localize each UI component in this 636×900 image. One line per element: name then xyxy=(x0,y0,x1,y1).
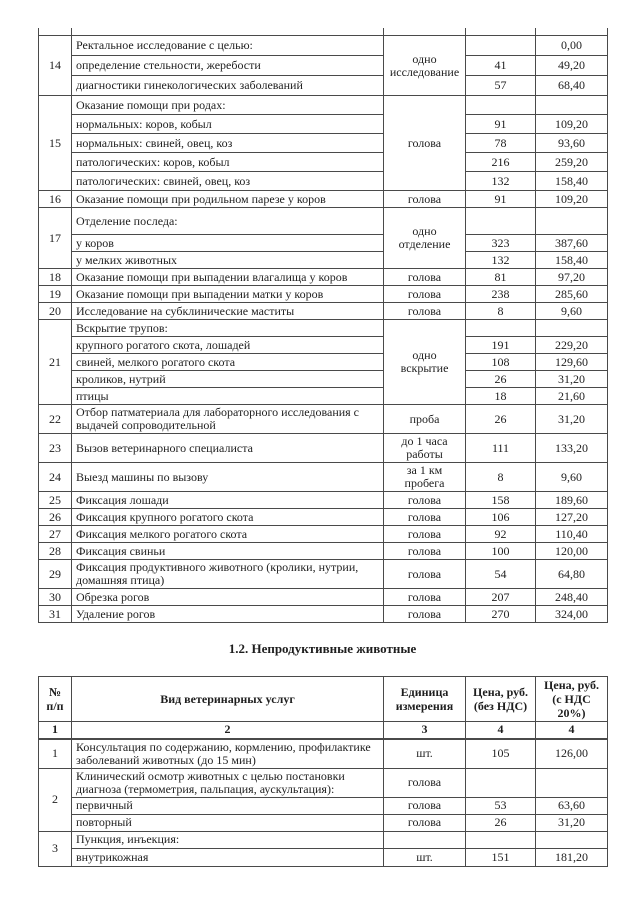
row-number-cell: 1 xyxy=(39,739,72,769)
price-vat-cell: 127,20 xyxy=(536,509,608,526)
table-row xyxy=(39,831,608,848)
border-stub xyxy=(607,28,608,35)
header-price-vat: Цена, руб. (с НДС 20%) xyxy=(536,677,608,722)
unit-cell: голова xyxy=(384,560,466,589)
price-cell: 26 xyxy=(466,371,536,388)
service-cell: Оказание помощи при выпадении влагалища у коров xyxy=(72,269,384,286)
service-cell: свиней, мелкого рогатого скота xyxy=(72,354,384,371)
service-cell: нормальных: свиней, овец, коз xyxy=(72,134,384,153)
row-number-cell: 14 xyxy=(39,36,72,96)
price-cell: 8 xyxy=(466,303,536,320)
table-row xyxy=(39,589,608,606)
table-row xyxy=(39,235,608,252)
border-stub xyxy=(71,28,72,35)
price-vat-cell: 109,20 xyxy=(536,115,608,134)
table-row xyxy=(39,208,608,235)
price-cell: 323 xyxy=(466,235,536,252)
section-heading: 1.2. Непродуктивные животные xyxy=(228,641,417,656)
price-vat-cell: 387,60 xyxy=(536,235,608,252)
price-vat-cell: 181,20 xyxy=(536,848,608,866)
price-cell xyxy=(466,768,536,797)
table-row xyxy=(39,526,608,543)
row-number-cell: 2 xyxy=(39,768,72,831)
price-vat-cell: 248,40 xyxy=(536,589,608,606)
price-vat-cell: 259,20 xyxy=(536,153,608,172)
row-number-cell: 29 xyxy=(39,560,72,589)
service-cell: Вызов ветеринарного специалиста xyxy=(72,434,384,463)
price-vat-cell xyxy=(536,320,608,337)
table-row xyxy=(39,509,608,526)
service-cell: Пункция, инъекция: xyxy=(72,831,384,848)
table-row xyxy=(39,191,608,208)
price-cell: 108 xyxy=(466,354,536,371)
unit-cell: проба xyxy=(384,405,466,434)
service-cell: Оказание помощи при родильном парезе у коров xyxy=(72,191,384,208)
unit-cell: голова xyxy=(384,526,466,543)
table-row xyxy=(39,560,608,589)
service-cell: Удаление рогов xyxy=(72,606,384,623)
unit-cell: голова xyxy=(384,606,466,623)
service-cell: Фиксация крупного рогатого скота xyxy=(72,509,384,526)
price-cell: 78 xyxy=(466,134,536,153)
price-cell: 207 xyxy=(466,589,536,606)
table-row xyxy=(39,492,608,509)
price-vat-cell: 63,60 xyxy=(536,797,608,814)
table-row xyxy=(39,463,608,492)
service-cell: Ректальное исследование с целью: xyxy=(72,36,384,56)
price-vat-cell: 31,20 xyxy=(536,814,608,831)
price-cell: 91 xyxy=(466,115,536,134)
row-number-cell: 15 xyxy=(39,96,72,191)
service-cell: Фиксация свиньи xyxy=(72,543,384,560)
table-row xyxy=(39,320,608,337)
table-row xyxy=(39,606,608,623)
unit-cell: голова xyxy=(384,814,466,831)
row-number-cell: 26 xyxy=(39,509,72,526)
price-cell: 151 xyxy=(466,848,536,866)
row-number-cell: 27 xyxy=(39,526,72,543)
table-row xyxy=(39,96,608,115)
service-cell: Фиксация продуктивного животного (кролики, нутрии, домашняя птица) xyxy=(72,560,384,589)
table-row xyxy=(39,303,608,320)
row-number-cell: 23 xyxy=(39,434,72,463)
price-cell: 26 xyxy=(466,814,536,831)
service-cell: у коров xyxy=(72,235,384,252)
col-number: 4 xyxy=(536,722,608,739)
unit-cell xyxy=(384,831,466,848)
service-cell: Оказание помощи при родах: xyxy=(72,96,384,115)
unit-cell: голова xyxy=(384,589,466,606)
price-vat-cell: 120,00 xyxy=(536,543,608,560)
table-row xyxy=(39,269,608,286)
table-row xyxy=(39,543,608,560)
service-cell: Оказание помощи при выпадении матки у коров xyxy=(72,286,384,303)
unit-cell: голова xyxy=(384,286,466,303)
price-cell: 191 xyxy=(466,337,536,354)
table-continuation-border-stubs xyxy=(38,28,608,35)
row-number-cell: 20 xyxy=(39,303,72,320)
price-cell: 8 xyxy=(466,463,536,492)
col-number: 3 xyxy=(384,722,466,739)
price-vat-cell: 21,60 xyxy=(536,388,608,405)
service-cell: первичный xyxy=(72,797,384,814)
border-stub xyxy=(465,28,466,35)
service-cell: Клинический осмотр животных с целью постановки диагноза (термометрия, пальпация, аускультация): xyxy=(72,768,384,797)
price-vat-cell: 324,00 xyxy=(536,606,608,623)
table-row xyxy=(39,76,608,96)
unit-cell: одно отделение xyxy=(384,208,466,269)
service-cell: нормальных: коров, кобыл xyxy=(72,115,384,134)
price-cell: 238 xyxy=(466,286,536,303)
service-cell: повторный xyxy=(72,814,384,831)
header-num: № п/п xyxy=(39,677,72,722)
service-cell: Фиксация лошади xyxy=(72,492,384,509)
price-cell: 270 xyxy=(466,606,536,623)
table-header-row xyxy=(39,677,608,722)
unit-cell: шт. xyxy=(384,848,466,866)
border-stub xyxy=(535,28,536,35)
service-cell: Фиксация мелкого рогатого скота xyxy=(72,526,384,543)
col-number: 2 xyxy=(72,722,384,739)
unit-cell: голова xyxy=(384,492,466,509)
price-vat-cell: 31,20 xyxy=(536,405,608,434)
table-row xyxy=(39,337,608,354)
price-cell: 105 xyxy=(466,739,536,769)
price-vat-cell: 64,80 xyxy=(536,560,608,589)
price-cell: 132 xyxy=(466,252,536,269)
service-cell: Выезд машины по вызову xyxy=(72,463,384,492)
table-row xyxy=(39,371,608,388)
row-number-cell: 24 xyxy=(39,463,72,492)
service-cell: внутрикожная xyxy=(72,848,384,866)
price-vat-cell: 49,20 xyxy=(536,56,608,76)
price-vat-cell: 133,20 xyxy=(536,434,608,463)
unit-cell: шт. xyxy=(384,739,466,769)
unit-cell: голова xyxy=(384,509,466,526)
row-number-cell: 18 xyxy=(39,269,72,286)
service-cell: Отбор патматериала для лабораторного исследования с выдачей сопроводительной xyxy=(72,405,384,434)
row-number-cell: 30 xyxy=(39,589,72,606)
unit-cell: за 1 км пробега xyxy=(384,463,466,492)
price-cell xyxy=(466,208,536,235)
unit-cell: голова xyxy=(384,269,466,286)
price-cell: 216 xyxy=(466,153,536,172)
table-row xyxy=(39,153,608,172)
price-vat-cell xyxy=(536,768,608,797)
price-cell: 106 xyxy=(466,509,536,526)
price-cell: 57 xyxy=(466,76,536,96)
row-number-cell: 16 xyxy=(39,191,72,208)
col-number: 4 xyxy=(466,722,536,739)
price-cell: 81 xyxy=(466,269,536,286)
unit-cell: одно исследование xyxy=(384,36,466,96)
service-cell: Обрезка рогов xyxy=(72,589,384,606)
table-row xyxy=(39,434,608,463)
service-cell: Исследование на субклинические маститы xyxy=(72,303,384,320)
price-cell: 41 xyxy=(466,56,536,76)
service-cell: Вскрытие трупов: xyxy=(72,320,384,337)
price-cell: 158 xyxy=(466,492,536,509)
productive-animals-price-table xyxy=(38,35,608,623)
price-cell: 132 xyxy=(466,172,536,191)
row-number-cell: 31 xyxy=(39,606,72,623)
header-service: Вид ветеринарных услуг xyxy=(72,677,384,722)
price-cell: 100 xyxy=(466,543,536,560)
table-row xyxy=(39,388,608,405)
table-row xyxy=(39,814,608,831)
price-vat-cell: 68,40 xyxy=(536,76,608,96)
row-number-cell: 3 xyxy=(39,831,72,866)
price-cell: 18 xyxy=(466,388,536,405)
header-unit: Единица измерения xyxy=(384,677,466,722)
service-cell: диагностики гинекологических заболеваний xyxy=(72,76,384,96)
unit-cell: голова xyxy=(384,797,466,814)
unit-cell: до 1 часа работы xyxy=(384,434,466,463)
price-vat-cell: 93,60 xyxy=(536,134,608,153)
service-cell: определение стельности, жеребости xyxy=(72,56,384,76)
price-vat-cell: 129,60 xyxy=(536,354,608,371)
row-number-cell: 19 xyxy=(39,286,72,303)
service-cell: птицы xyxy=(72,388,384,405)
price-vat-cell: 126,00 xyxy=(536,739,608,769)
nonproductive-animals-price-table xyxy=(38,676,608,867)
service-cell: кроликов, нутрий xyxy=(72,371,384,388)
row-number-cell: 22 xyxy=(39,405,72,434)
table-row xyxy=(39,286,608,303)
price-vat-cell: 189,60 xyxy=(536,492,608,509)
price-cell xyxy=(466,320,536,337)
service-cell: патологических: коров, кобыл xyxy=(72,153,384,172)
price-cell: 53 xyxy=(466,797,536,814)
unit-cell: голова xyxy=(384,543,466,560)
unit-cell: голова xyxy=(384,191,466,208)
price-vat-cell xyxy=(536,96,608,115)
table-row xyxy=(39,115,608,134)
price-cell: 111 xyxy=(466,434,536,463)
price-vat-cell xyxy=(536,208,608,235)
price-vat-cell: 0,00 xyxy=(536,36,608,56)
column-numbering-row xyxy=(39,722,608,739)
price-vat-cell xyxy=(536,831,608,848)
service-cell: Консультация по содержанию, кормлению, профилактике заболеваний животных (до 15 мин) xyxy=(72,739,384,769)
border-stub xyxy=(383,28,384,35)
price-vat-cell: 9,60 xyxy=(536,303,608,320)
col-number: 1 xyxy=(39,722,72,739)
service-cell: у мелких животных xyxy=(72,252,384,269)
row-number-cell: 28 xyxy=(39,543,72,560)
table-row xyxy=(39,739,608,769)
table-row xyxy=(39,134,608,153)
price-cell: 92 xyxy=(466,526,536,543)
service-cell: крупного рогатого скота, лошадей xyxy=(72,337,384,354)
price-cell: 91 xyxy=(466,191,536,208)
service-cell: Отделение последа: xyxy=(72,208,384,235)
unit-cell: одно вскрытие xyxy=(384,320,466,405)
price-cell: 26 xyxy=(466,405,536,434)
table-row xyxy=(39,768,608,797)
price-cell xyxy=(466,831,536,848)
price-vat-cell: 109,20 xyxy=(536,191,608,208)
table-row xyxy=(39,848,608,866)
unit-cell: голова xyxy=(384,768,466,797)
row-number-cell: 25 xyxy=(39,492,72,509)
row-number-cell: 21 xyxy=(39,320,72,405)
price-vat-cell: 110,40 xyxy=(536,526,608,543)
unit-cell: голова xyxy=(384,303,466,320)
price-vat-cell: 31,20 xyxy=(536,371,608,388)
header-price: Цена, руб. (без НДС) xyxy=(466,677,536,722)
table-row xyxy=(39,354,608,371)
price-cell xyxy=(466,96,536,115)
border-stub xyxy=(38,28,39,35)
price-vat-cell: 229,20 xyxy=(536,337,608,354)
table-row xyxy=(39,36,608,56)
table-row xyxy=(39,797,608,814)
table-row xyxy=(39,56,608,76)
table-row xyxy=(39,172,608,191)
price-vat-cell: 97,20 xyxy=(536,269,608,286)
unit-cell: голова xyxy=(384,96,466,191)
price-cell xyxy=(466,36,536,56)
price-cell: 54 xyxy=(466,560,536,589)
service-cell: патологических: свиней, овец, коз xyxy=(72,172,384,191)
price-vat-cell: 9,60 xyxy=(536,463,608,492)
price-vat-cell: 285,60 xyxy=(536,286,608,303)
table-row xyxy=(39,252,608,269)
row-number-cell: 17 xyxy=(39,208,72,269)
table-row xyxy=(39,405,608,434)
price-vat-cell: 158,40 xyxy=(536,172,608,191)
price-vat-cell: 158,40 xyxy=(536,252,608,269)
